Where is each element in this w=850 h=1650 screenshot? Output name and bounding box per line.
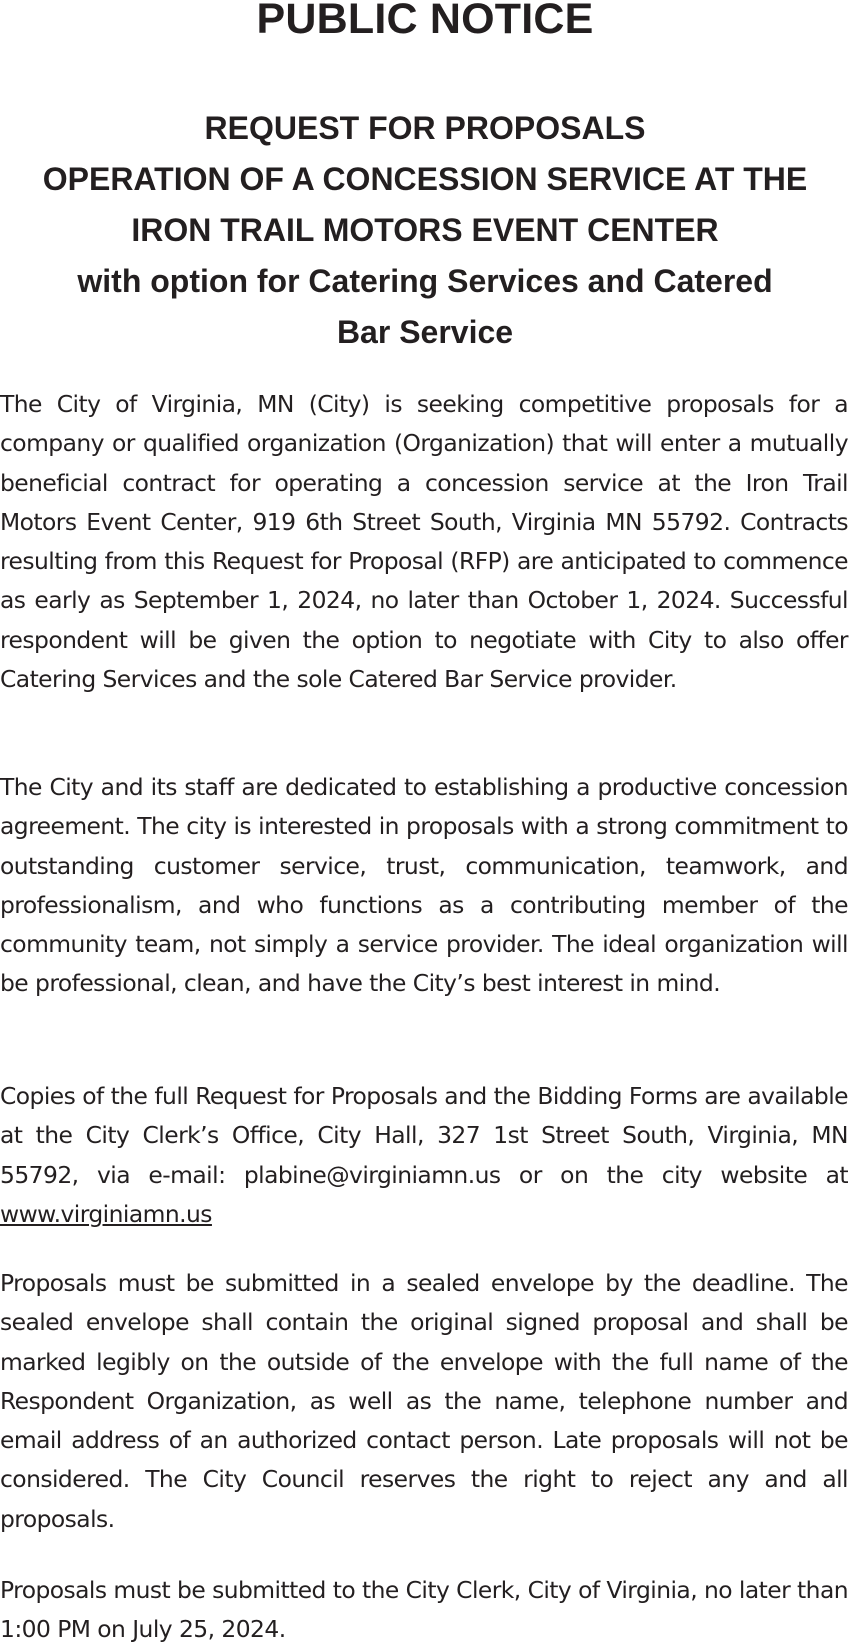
heading-line: with option for Catering Services and Catered xyxy=(77,263,773,299)
notice-title: PUBLIC NOTICE xyxy=(256,0,594,43)
heading-line: OPERATION OF A CONCESSION SERVICE AT THE xyxy=(42,161,808,197)
heading-line: Bar Service xyxy=(336,314,514,350)
paragraph-submission: Proposals must be submitted in a sealed envelope by the deadline. The sealed envelope shall contain the original signed proposal and shall be marked legibly on the outside of the envelope with the full name of the Respondent Organization, as well as the name, telephone number and email address of an authorized contact person. Late proposals will not be considered. The City Council reserves the right to reject any and all proposals. xyxy=(0,1269,848,1533)
paragraph-intro: The City of Virginia, MN (City) is seeking competitive proposals for a company or qualified organization (Organization) that will enter a mutually beneficial contract for operating a concession service at the Iron Trail Motors Event Center, 919 6th Street South, Virginia MN 55792. Contracts resulting from this Request for Proposal (RFP) are anticipated to commence as early as September 1, 2024, no later than October 1, 2024. Successful respondent will be given the option to negotiate with City to also offer Catering Services and the sole Catered Bar Service provider. xyxy=(0,390,848,694)
paragraph-copies-text: Copies of the full Request for Proposals and the Bidding Forms are available at the City Clerk’s Office, City Hall, 327 1st Street South, Virginia, MN 55792, via e-mail: plabine@virginiamn.us or on the city website at xyxy=(0,1082,848,1189)
heading-line: IRON TRAIL MOTORS EVENT CENTER xyxy=(131,212,719,248)
paragraph-deadline: Proposals must be submitted to the City Clerk, City of Virginia, no later than 1:00 PM on July 25, 2024. xyxy=(0,1576,849,1644)
paragraph-copies xyxy=(0,1077,848,1234)
website-link[interactable]: www.virginiamn.us xyxy=(0,1199,212,1228)
paragraph-commitment: The City and its staff are dedicated to establishing a productive concession agreement. The city is interested in proposals with a strong commitment to outstanding customer service, trust, communication, teamwork, and professionalism, and who functions as a contributing member of the community team, not simply a service provider. The ideal organization will be professional, clean, and have the City’s best interest in mind. xyxy=(0,773,848,998)
rfp-heading xyxy=(0,103,850,358)
heading-line: REQUEST FOR PROPOSALS xyxy=(204,110,646,146)
